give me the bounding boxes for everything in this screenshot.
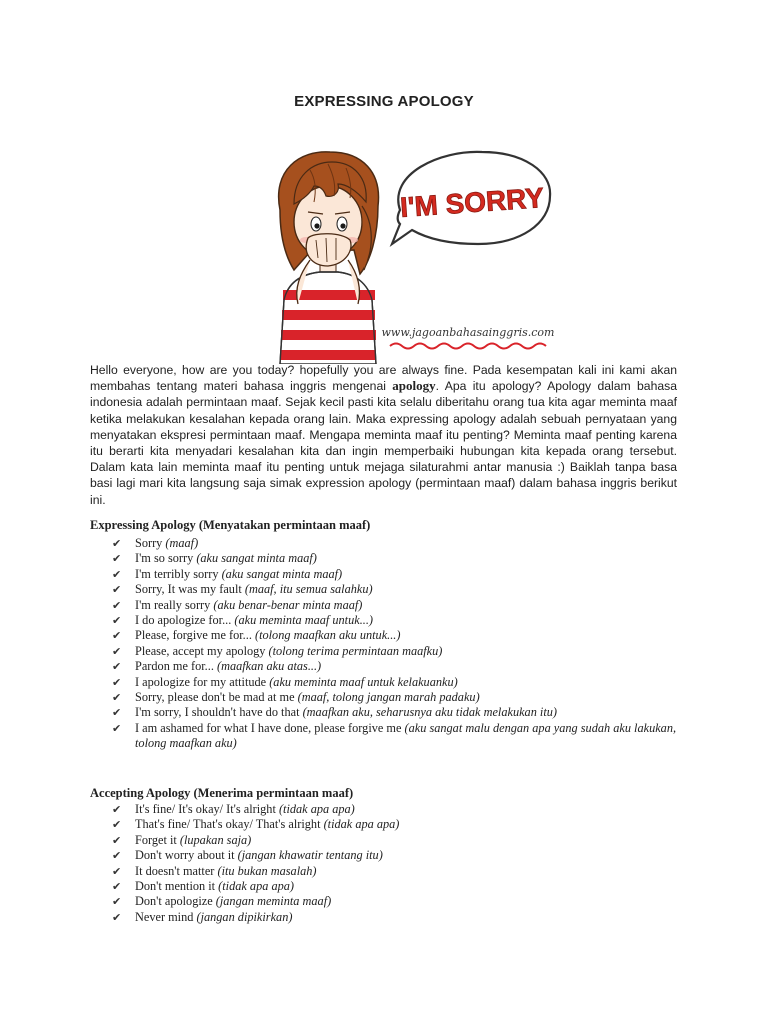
- intro-text-1: Hello everyone, how are you today? hopefully you are always fine. Pada kesempatan kali ini kami akan membahas tentang materi bahasa inggris mengenai: [90, 363, 677, 394]
- list-item: [90, 879, 690, 894]
- list-item: [90, 802, 690, 817]
- phrase-english: I do apologize for...: [135, 613, 235, 628]
- checkmark-icon: ✔: [112, 818, 122, 832]
- checkmark-icon: ✔: [112, 629, 122, 643]
- checkmark-icon: ✔: [112, 880, 122, 894]
- phrase-translation: (maaf): [165, 536, 199, 550]
- phrase-english: It doesn't matter: [135, 863, 218, 878]
- phrase-translation: (tolong terima permintaan maafku): [268, 643, 443, 658]
- im-sorry-illustration: [250, 140, 560, 364]
- phrase-english: It's fine/ It's okay/ It's alright: [135, 802, 279, 816]
- list-item: [90, 644, 690, 659]
- intro-bold-apology: apology: [392, 378, 436, 394]
- list-item: [90, 817, 690, 832]
- list-item: [90, 910, 690, 925]
- phrase-english: Sorry, It was my fault: [135, 582, 245, 597]
- accepting-apology-list: [90, 802, 690, 925]
- checkmark-icon: ✔: [112, 598, 122, 612]
- list-item: [90, 721, 690, 752]
- checkmark-icon: ✔: [112, 721, 122, 735]
- checkmark-icon: ✔: [112, 552, 122, 566]
- phrase-translation: (maafkan aku, seharusnya aku tidak melakukan itu): [302, 705, 557, 720]
- phrase-translation: (maafkan aku atas...): [216, 659, 322, 674]
- phrase-translation: (aku sangat minta maaf): [196, 551, 317, 566]
- phrase-english: I'm terribly sorry: [135, 566, 222, 581]
- list-item: [90, 582, 690, 597]
- checkmark-icon: ✔: [112, 675, 122, 689]
- list-item: [90, 833, 690, 848]
- girl-character: [279, 152, 379, 364]
- phrase-translation: (itu bukan masalah): [217, 863, 317, 878]
- phrase-english: Pardon me for...: [135, 659, 217, 674]
- phrase-translation: (jangan dipikirkan): [196, 909, 293, 924]
- expressing-apology-heading: Expressing Apology (Menyatakan permintaan maaf): [90, 518, 371, 532]
- phrase-english: Please, forgive me for...: [135, 628, 255, 643]
- phrase-translation: (tolong maafkan aku untuk...): [254, 628, 401, 643]
- phrase-translation: (tidak apa apa): [323, 817, 400, 832]
- checkmark-icon: ✔: [112, 537, 122, 550]
- list-item: [90, 567, 690, 582]
- phrase-translation: (aku sangat minta maaf): [221, 566, 343, 581]
- phrase-english: Please, accept my apology: [135, 643, 269, 658]
- expressing-apology-list: [90, 536, 690, 752]
- list-item: [90, 690, 690, 705]
- phrase-english: Sorry: [135, 536, 166, 550]
- phrase-translation: (maaf, tolong jangan marah padaku): [297, 690, 480, 705]
- checkmark-icon: ✔: [112, 583, 122, 597]
- checkmark-icon: ✔: [112, 706, 122, 720]
- checkmark-icon: ✔: [112, 910, 122, 924]
- checkmark-icon: ✔: [112, 849, 122, 863]
- page-title: EXPRESSING APOLOGY: [294, 93, 474, 110]
- phrase-translation: (maaf, itu semua salahku): [244, 582, 373, 597]
- phrase-english: Don't worry about it: [135, 848, 238, 863]
- list-item: [90, 598, 690, 613]
- phrase-translation: (tidak apa apa): [218, 879, 294, 894]
- list-item: [90, 551, 690, 566]
- checkmark-icon: ✔: [112, 567, 122, 581]
- accepting-apology-heading: Accepting Apology (Menerima permintaan maaf): [90, 786, 354, 800]
- list-item: [90, 659, 690, 674]
- phrase-english: Don't mention it: [135, 879, 219, 894]
- phrase-english: I apologize for my attitude: [135, 674, 270, 689]
- phrase-english: I'm so sorry: [135, 551, 197, 566]
- list-item: [90, 613, 690, 628]
- checkmark-icon: ✔: [112, 614, 122, 628]
- checkmark-icon: ✔: [112, 644, 122, 658]
- phrase-translation: (aku sangat malu dengan apa yang sudah aku lakukan, tolong maafkan aku): [135, 720, 677, 751]
- checkmark-icon: ✔: [112, 660, 122, 674]
- phrase-translation: (jangan khawatir tentang itu): [237, 848, 383, 863]
- watermark-squiggle: [390, 344, 546, 349]
- checkmark-icon: ✔: [112, 895, 122, 909]
- list-item: [90, 894, 690, 909]
- phrase-translation: (aku meminta maaf untuk kelakuanku): [269, 674, 458, 689]
- checkmark-icon: ✔: [112, 803, 122, 816]
- speech-bubble-text: I'M SORRY: [399, 182, 545, 223]
- phrase-english: I'm really sorry: [135, 597, 214, 612]
- phrase-translation: (aku meminta maaf untuk...): [234, 613, 374, 628]
- phrase-english: I am ashamed for what I have done, please forgive me: [135, 720, 405, 735]
- list-item: [90, 864, 690, 879]
- phrase-english: Never mind: [135, 909, 197, 924]
- phrase-translation: (aku benar-benar minta maaf): [213, 597, 363, 612]
- checkmark-icon: ✔: [112, 864, 122, 878]
- phrase-english: Sorry, please don't be mad at me: [135, 690, 298, 705]
- list-item: [90, 628, 690, 643]
- list-item: [90, 675, 690, 690]
- speech-bubble: [392, 152, 550, 244]
- list-item: [90, 705, 690, 720]
- intro-text-2: . Apa itu apology? Apology dalam bahasa indonesia adalah permintaan maaf. Sejak kecil pasti kita selalu diberitahu orang tua kita agar meminta maaf ketika melakukan kesalahan kepada orang lain. Maka expressing apology adalah sebuah pernyataan yang menyatakan ekspresi permintaan maaf. Mengapa meminta maaf itu penting? Meminta maaf penting karena itu berarti kita menyadari kesalahan kita dan ingin memperbaiki hubungan kita kepada orang tersebut. Dalam kata lain meminta maaf itu penting untuk mejaga silaturahmi antar manusia :) Baiklah tanpa basa basi lagi mari kita langsung saja simak expression apology (permintaan maaf) dalam bahasa inggris berikut ini.: [90, 379, 677, 507]
- phrase-translation: (jangan meminta maaf): [215, 894, 332, 909]
- phrase-english: That's fine/ That's okay/ That's alright: [135, 817, 324, 832]
- checkmark-icon: ✔: [112, 691, 122, 705]
- phrase-english: Don't apologize: [135, 894, 216, 909]
- intro-paragraph: [90, 362, 677, 508]
- phrase-english: I'm sorry, I shouldn't have do that: [135, 705, 303, 720]
- list-item: [90, 536, 690, 551]
- list-item: [90, 848, 690, 863]
- watermark-text: www.jagoanbahasainggris.com: [381, 326, 555, 339]
- phrase-translation: (tidak apa apa): [278, 802, 355, 816]
- phrase-translation: (lupakan saja): [179, 832, 252, 847]
- checkmark-icon: ✔: [112, 833, 122, 847]
- phrase-english: Forget it: [135, 832, 180, 847]
